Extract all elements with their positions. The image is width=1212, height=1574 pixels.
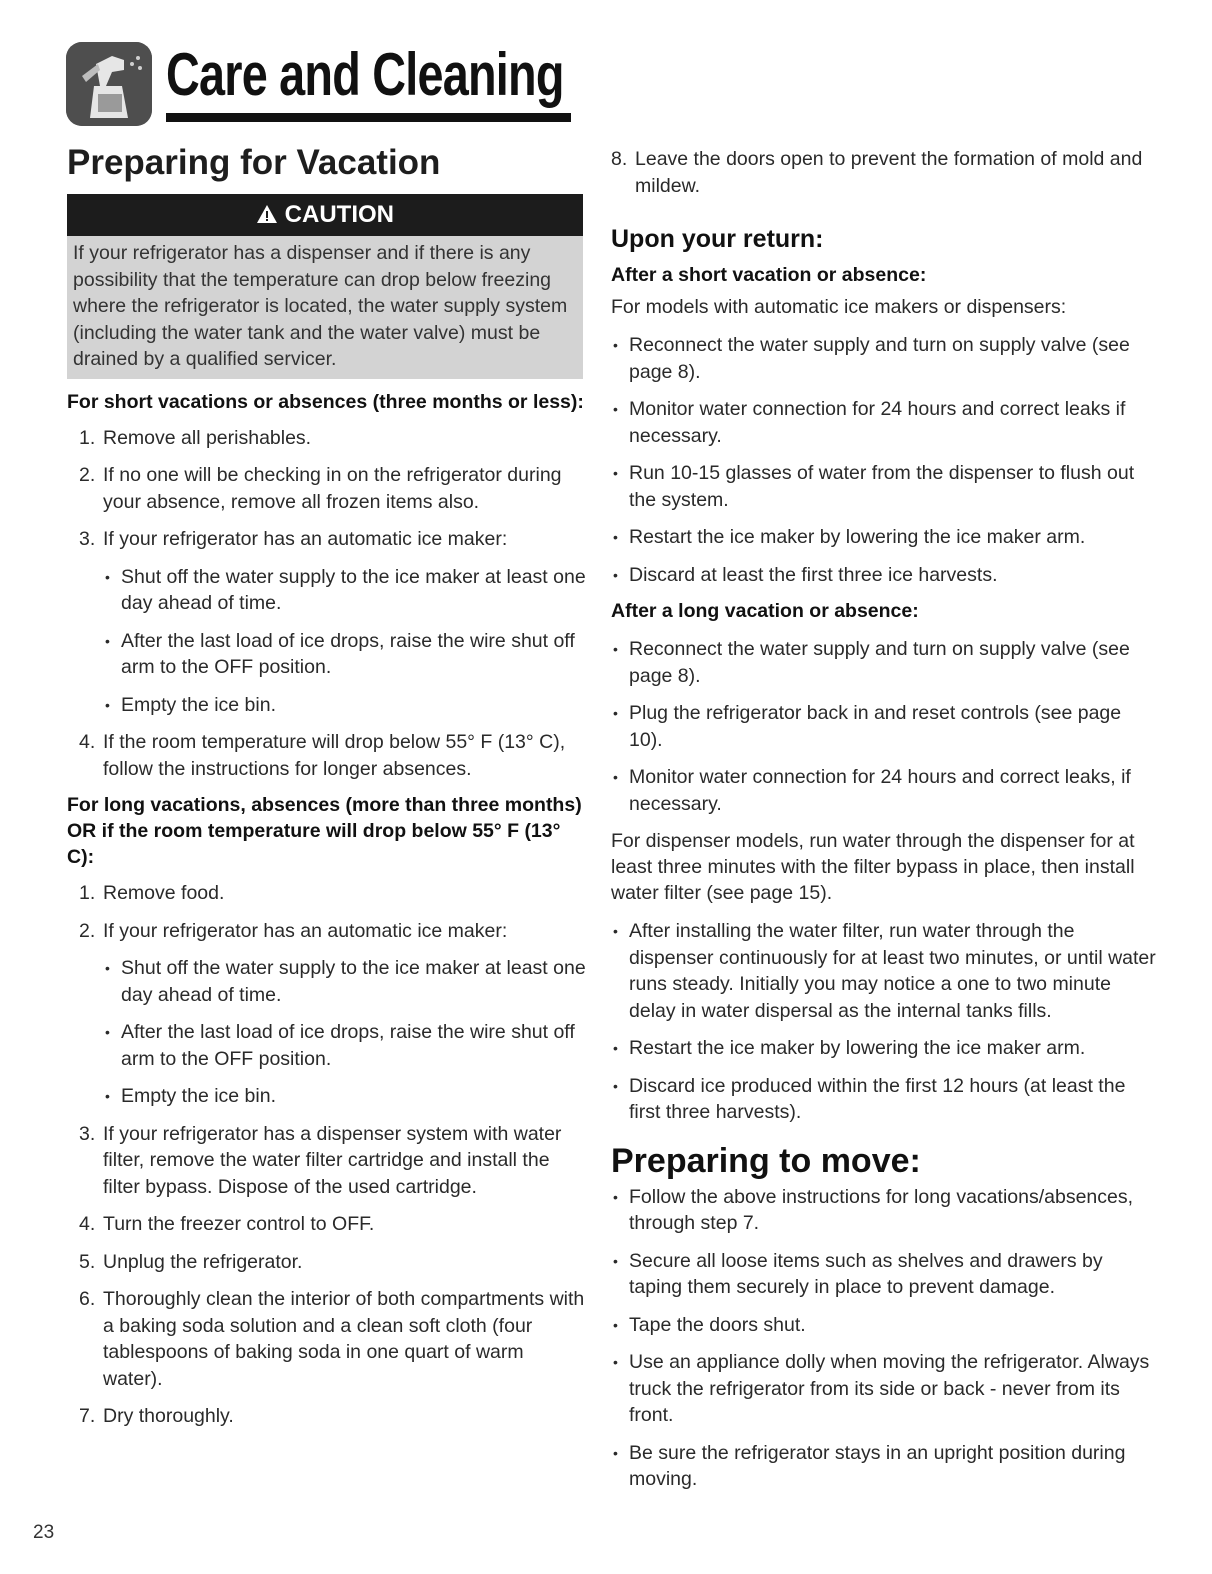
list-item: • Empty the ice bin. <box>105 1085 276 1107</box>
long-vacation-steps-continued <box>611 146 1156 199</box>
list-item: • Plug the refrigerator back in and reset controls (see page 10). <box>613 702 1122 751</box>
list-item: • Monitor water connection for 24 hours and correct leaks, if necessary. <box>613 766 1131 815</box>
title-underline <box>166 113 571 122</box>
left-column <box>67 140 587 1430</box>
list-item: 1. Remove all perishables. <box>79 426 312 449</box>
list-item: • Shut off the water supply to the ice maker at least one day ahead of time. <box>105 565 586 614</box>
long-absence-heading: After a long vacation or absence: <box>611 600 919 622</box>
list-item: 4. If the room temperature will drop below 55° F (13° C), follow the instructions for longer absences. <box>79 731 566 780</box>
caution-label: CAUTION <box>284 201 394 228</box>
ice-maker-substeps <box>103 955 587 1110</box>
list-item: • Secure all loose items such as shelves and drawers by taping them securely in place to prevent damage. <box>613 1249 1103 1298</box>
list-item: • Tape the doors shut. <box>613 1313 806 1336</box>
section-title: Care and Cleaning <box>166 41 564 108</box>
list-item: • After the last load of ice drops, raise the wire shut off arm to the OFF position. <box>105 629 575 678</box>
warning-triangle-icon <box>256 201 285 228</box>
list-item: 4. Turn the freezer control to OFF. <box>79 1213 375 1235</box>
spray-bottle-icon <box>66 42 152 126</box>
dispenser-list <box>611 918 1156 1126</box>
list-item: 8. Leave the doors open to prevent the formation of mold and mildew. <box>611 148 1143 197</box>
list-item: 5. Unplug the refrigerator. <box>79 1250 303 1273</box>
long-vacation-steps <box>67 880 587 1430</box>
caution-box <box>67 236 583 379</box>
list-item: • Restart the ice maker by lowering the ice maker arm. <box>613 526 1086 548</box>
list-item: • Run 10-15 glasses of water from the dispenser to flush out the system. <box>613 462 1135 511</box>
list-item: • Reconnect the water supply and turn on supply valve (see page 8). <box>613 334 1130 383</box>
dispenser-paragraph: For dispenser models, run water through the dispenser for at least three minutes with the filter bypass in place, then install water filter (see page 15). <box>611 830 1135 904</box>
caution-text: If your refrigerator has a dispenser and if there is any possibility that the temperature can drop below freezing where the refrigerator is located, the water supply system (including the water tank and the water valve) must be drained by a qualified servicer. <box>73 242 568 370</box>
list-item: • Restart the ice maker by lowering the ice maker arm. <box>613 1037 1086 1059</box>
move-list <box>611 1184 1156 1493</box>
list-item: • Discard at least the first three ice harvests. <box>613 563 998 586</box>
list-item: • Follow the above instructions for long vacations/absences, through step 7. <box>613 1185 1134 1234</box>
list-item: • Discard ice produced within the first 12 hours (at least the first three harvests). <box>613 1074 1126 1123</box>
caution-bar <box>67 194 583 236</box>
short-absence-heading: After a short vacation or absence: <box>611 264 927 286</box>
list-item: • After installing the water filter, run water through the dispenser continuously for at least two minutes, or until water runs steady. Initially you may notice a one to two minute delay in water dispersal as the internal tanks fills. <box>613 920 1156 1022</box>
short-vacation-steps <box>67 425 587 783</box>
right-column <box>611 146 1156 1493</box>
list-item: • Empty the ice bin. <box>105 693 276 716</box>
list-item: • Be sure the refrigerator stays in an upright position during moving. <box>613 1441 1126 1490</box>
long-vacation-heading: For long vacations, absences (more than three months) OR if the room temperature will drop below 55° F (13° C): <box>67 794 582 868</box>
list-item: • Reconnect the water supply and turn on supply valve (see page 8). <box>613 638 1130 687</box>
list-item: 2. If no one will be checking in on the refrigerator during your absence, remove all frozen items also. <box>79 464 562 513</box>
short-return-list <box>611 332 1156 588</box>
short-absence-intro: For models with automatic ice makers or dispensers: <box>611 296 1067 318</box>
page-number: 23 <box>33 1522 55 1543</box>
return-title: Upon your return: <box>611 225 824 253</box>
list-item: 6. Thoroughly clean the interior of both compartments with a baking soda solution and a clean soft cloth (four tablespoons of baking soda in one quart of warm water). <box>79 1288 585 1390</box>
ice-maker-substeps <box>103 564 587 719</box>
list-item: 2. If your refrigerator has an automatic ice maker: • Shut off the water supply to the ice maker at least one day ahead of time. • After the last load of ice drops, raise the wire shut off arm to the OFF position. • Empty the ice bin. <box>67 918 587 1110</box>
list-item: 3. If your refrigerator has a dispenser system with water filter, remove the water filter cartridge and install the filter bypass. Dispose of the used cartridge. <box>79 1122 562 1198</box>
vacation-title: Preparing for Vacation <box>67 143 441 182</box>
list-item: 7. Dry thoroughly. <box>79 1405 234 1427</box>
page-header <box>66 40 571 130</box>
list-item: • Shut off the water supply to the ice maker at least one day ahead of time. <box>105 957 586 1006</box>
list-item: • Use an appliance dolly when moving the refrigerator. Always truck the refrigerator from its side or back - never from its front. <box>613 1351 1150 1426</box>
list-item: • Monitor water connection for 24 hours and correct leaks if necessary. <box>613 398 1126 447</box>
short-vacation-heading: For short vacations or absences (three months or less): <box>67 390 584 413</box>
move-title: Preparing to move: <box>611 1141 921 1180</box>
list-item: • After the last load of ice drops, raise the wire shut off arm to the OFF position. <box>105 1021 575 1070</box>
long-return-list <box>611 636 1156 817</box>
list-item: 1. Remove food. <box>79 882 225 904</box>
list-item: 3. If your refrigerator has an automatic ice maker: • Shut off the water supply to the ice maker at least one day ahead of time. • After the last load of ice drops, raise the wire shut off arm to the OFF position. • Empty the ice bin. <box>67 526 587 718</box>
